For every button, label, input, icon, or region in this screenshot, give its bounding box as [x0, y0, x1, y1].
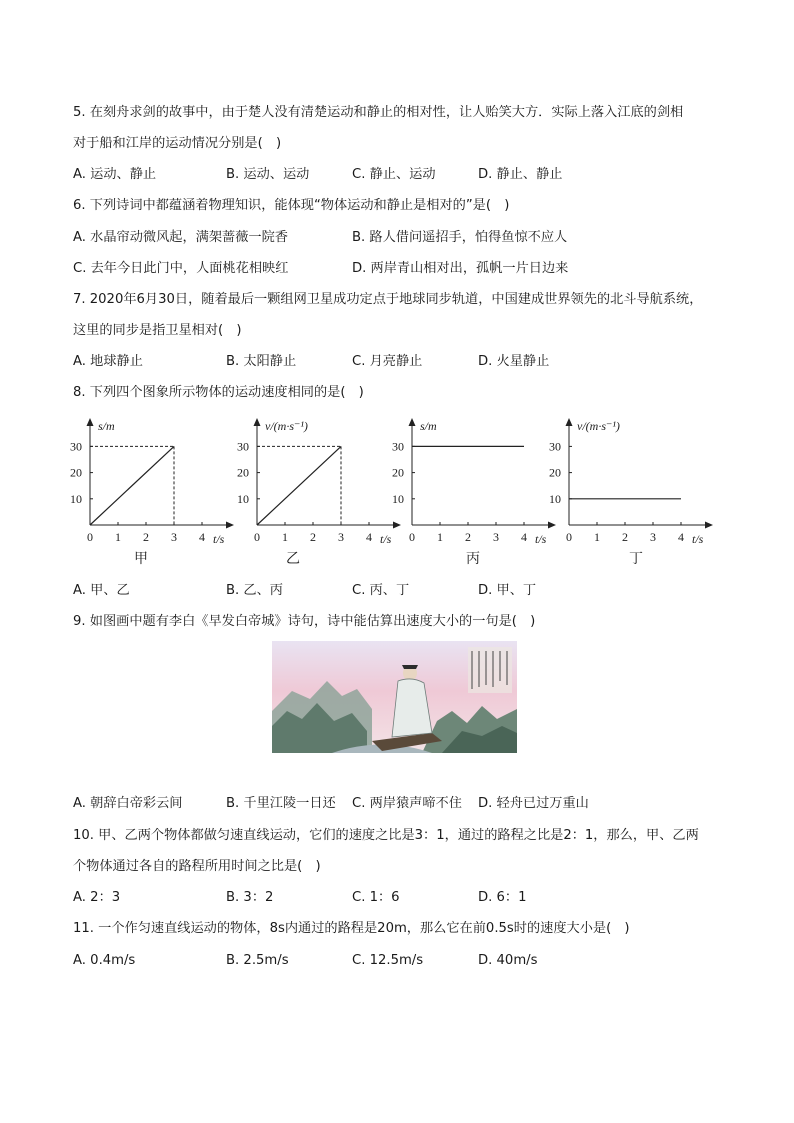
x-tick-label: 2: [465, 530, 471, 544]
y-tick-label: 20: [549, 465, 561, 480]
x-tick-label: 0: [566, 530, 572, 544]
x-tick-label: 4: [678, 530, 684, 544]
q6-option-b: B. 路人借问遥招手，怕得鱼惊不应人: [352, 230, 568, 245]
x-axis-label: t/s: [692, 532, 704, 546]
q9-option-d: D. 轻舟已过万重山: [478, 796, 589, 811]
q7-option-d: D. 火星静止: [478, 354, 550, 369]
q10-stem-line2: 个物体通过各自的路程所用时间之比是( ): [73, 859, 321, 874]
x-tick-label: 0: [254, 530, 260, 544]
q10-option-d: D. 6：1: [478, 890, 527, 905]
data-line: [90, 446, 174, 525]
q11-option-d: D. 40m/s: [478, 953, 538, 968]
q11-option-a: A. 0.4m/s: [73, 953, 136, 968]
x-tick-label: 3: [650, 530, 656, 544]
q5-option-d: D. 静止、静止: [478, 167, 563, 182]
graph-yi-caption: 乙: [286, 551, 300, 567]
q5-option-c: C. 静止、运动: [352, 167, 436, 182]
x-tick-label: 4: [199, 530, 205, 544]
x-tick-label: 4: [521, 530, 527, 544]
q7-option-b: B. 太阳静止: [226, 354, 297, 369]
q5-stem-line2: 对于船和江岸的运动情况分别是( ): [73, 136, 282, 151]
graph-yi-svg: [233, 412, 408, 547]
y-tick-label: 20: [392, 465, 404, 480]
y-tick-label: 10: [392, 491, 404, 506]
q10-stem-line1: 10. 甲、乙两个物体都做匀速直线运动，它们的速度之比是3：1，通过的路程之比是2：1，那么，甲、乙两: [73, 828, 699, 843]
y-axis-arrow: [254, 418, 261, 426]
x-axis-label: t/s: [213, 532, 225, 546]
q8-option-b: B. 乙、丙: [226, 583, 283, 598]
x-tick-label: 1: [437, 530, 443, 544]
graph-ding: [545, 412, 720, 551]
q8-option-a: A. 甲、乙: [73, 583, 130, 598]
x-axis-label: t/s: [535, 532, 547, 546]
x-tick-label: 1: [594, 530, 600, 544]
x-tick-label: 1: [115, 530, 121, 544]
q7-option-a: A. 地球静止: [73, 354, 143, 369]
graph-jia-svg: [66, 412, 241, 547]
y-tick-label: 20: [237, 465, 249, 480]
x-tick-label: 2: [143, 530, 149, 544]
q9-option-b: B. 千里江陵一日还: [226, 796, 336, 811]
graph-yi: [233, 412, 408, 551]
q9-stem: 9. 如图画中题有李白《早发白帝城》诗句，诗中能估算出速度大小的一句是( ): [73, 614, 536, 629]
x-tick-label: 3: [493, 530, 499, 544]
q5-stem-line1: 5. 在刻舟求剑的故事中，由于楚人没有清楚运动和静止的相对性，让人贻笑大方．实际上落入江底的剑相: [73, 105, 684, 120]
y-axis-arrow: [87, 418, 94, 426]
x-axis-label: t/s: [380, 532, 392, 546]
x-tick-label: 4: [366, 530, 372, 544]
q7-stem-line1: 7. 2020年6月30日，随着最后一颗组网卫星成功定点于地球同步轨道，中国建成世界领先的北斗导航系统，: [73, 292, 703, 307]
q7-option-c: C. 月亮静止: [352, 354, 423, 369]
y-axis-label: s/m: [98, 419, 115, 433]
q11-option-b: B. 2.5m/s: [226, 953, 289, 968]
q5-option-a: A. 运动、静止: [73, 167, 157, 182]
y-tick-label: 30: [237, 439, 249, 454]
y-axis-arrow: [566, 418, 573, 426]
q11-stem: 11. 一个作匀速直线运动的物体，8s内通过的路程是20m，那么它在前0.5s时的速度大小是( ): [73, 921, 630, 936]
y-tick-label: 20: [70, 465, 82, 480]
q10-option-a: A. 2：3: [73, 890, 121, 905]
q8-stem: 8. 下列四个图象所示物体的运动速度相同的是( ): [73, 385, 364, 400]
x-tick-label: 3: [171, 530, 177, 544]
q7-stem-line2: 这里的同步是指卫星相对( ): [73, 323, 242, 338]
y-axis-label: v/(m·s⁻¹): [265, 419, 308, 433]
y-axis-label: s/m: [420, 419, 437, 433]
data-line: [257, 446, 341, 525]
x-tick-label: 3: [338, 530, 344, 544]
y-tick-label: 30: [70, 439, 82, 454]
y-axis-label: v/(m·s⁻¹): [577, 419, 620, 433]
graph-ding-svg: [545, 412, 720, 547]
y-tick-label: 10: [549, 491, 561, 506]
graph-ding-caption: 丁: [629, 551, 643, 567]
x-axis-arrow: [705, 522, 713, 529]
y-tick-label: 10: [70, 491, 82, 506]
q8-option-d: D. 甲、丁: [478, 583, 537, 598]
x-tick-label: 1: [282, 530, 288, 544]
y-tick-label: 30: [392, 439, 404, 454]
q6-option-a: A. 水晶帘动微风起，满架蔷薇一院香: [73, 230, 288, 245]
x-tick-label: 2: [622, 530, 628, 544]
graph-bing: [388, 412, 563, 551]
q10-option-c: C. 1：6: [352, 890, 400, 905]
q8-option-c: C. 丙、丁: [352, 583, 410, 598]
y-tick-label: 10: [237, 491, 249, 506]
q5-option-b: B. 运动、运动: [226, 167, 310, 182]
li-bai-painting: [272, 641, 517, 753]
graph-jia: [66, 412, 241, 551]
graph-bing-svg: [388, 412, 563, 547]
y-tick-label: 30: [549, 439, 561, 454]
q6-option-d: D. 两岸青山相对出，孤帆一片日边来: [352, 261, 569, 276]
x-tick-label: 0: [87, 530, 93, 544]
q11-option-c: C. 12.5m/s: [352, 953, 424, 968]
q6-stem: 6. 下列诗词中都蕴涵着物理知识，能体现“物体运动和静止是相对的”是( ): [73, 198, 510, 213]
q10-option-b: B. 3：2: [226, 890, 274, 905]
y-axis-arrow: [409, 418, 416, 426]
q9-option-a: A. 朝辞白帝彩云间: [73, 796, 183, 811]
x-tick-label: 0: [409, 530, 415, 544]
graph-jia-caption: 甲: [134, 551, 148, 567]
graph-bing-caption: 丙: [466, 551, 480, 567]
x-tick-label: 2: [310, 530, 316, 544]
q6-option-c: C. 去年今日此门中，人面桃花相映红: [73, 261, 289, 276]
q9-option-c: C. 两岸猿声啼不住: [352, 796, 462, 811]
